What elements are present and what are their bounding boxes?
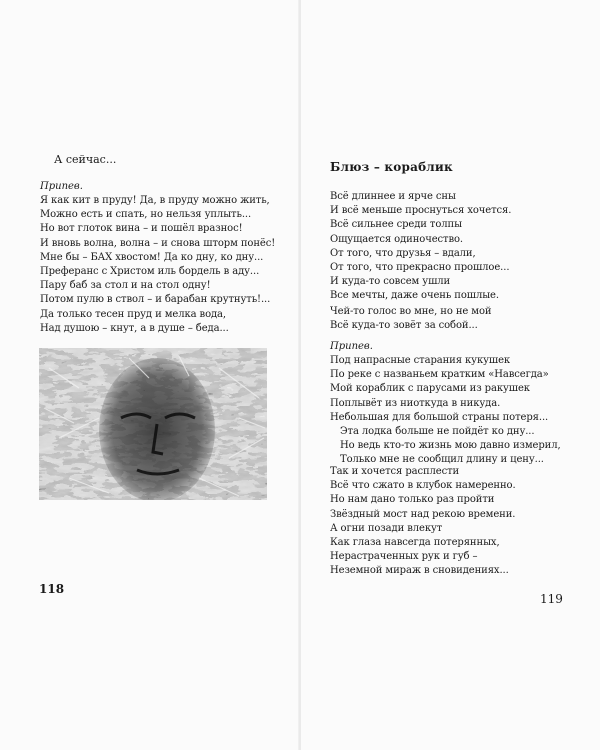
poem-line: Как глаза навсегда потерянных,	[330, 537, 500, 549]
poem-line: Всё куда-то зовёт за собой...	[330, 320, 478, 332]
chorus-line: Под напрасные старания кукушек	[330, 355, 511, 366]
poem-line: Потом пулю в ствол – и барабан крутнуть!...	[40, 294, 271, 306]
chorus-line: Небольшая для большой страны потеря...	[330, 411, 549, 423]
poem-line: И вновь волна, волна – и снова шторм понёс!	[40, 237, 276, 249]
poem-line: От того, что друзья – вдали,	[330, 247, 476, 259]
chorus-line: Поплывёт из ниоткуда в никуда.	[330, 397, 501, 409]
right-refrain-label: Припев.	[330, 341, 373, 352]
left-poem-lines	[40, 194, 275, 336]
left-page	[0, 0, 299, 750]
left-poem-title: А сейчас...	[54, 153, 117, 166]
poem-line: Пару баб за стол и на стол одну!	[40, 280, 211, 292]
poem-line: Нерастраченных рук и губ –	[330, 551, 478, 563]
poem-line: И всё меньше проснуться хочется.	[330, 205, 512, 217]
poem-line: Но нам дано только раз пройти	[330, 494, 495, 506]
right-stanza-3	[330, 465, 516, 579]
poem-line: Мне бы – БАХ хвостом! Да ко дну, ко дну...	[40, 251, 264, 263]
poem-line: Преферанс с Христом иль бордель в аду...	[40, 266, 260, 278]
poem-line: Но вот глоток вина – и пошёл вразнос!	[40, 223, 243, 235]
chorus-line: Только мне не сообщил длину и цену...	[340, 454, 544, 466]
poem-line: Звёздный мост над рекою времени.	[330, 508, 516, 520]
poem-line: Да только тесен пруд и мелка вода,	[40, 308, 226, 320]
right-page-number: 119	[540, 592, 563, 606]
right-stanza-2	[330, 305, 491, 333]
poem-line: Так и хочется расплести	[330, 466, 460, 477]
poem-line: Я как кит в пруду! Да, в пруду можно жить,	[40, 195, 270, 206]
poem-line: Все мечты, даже очень пошлые.	[330, 290, 499, 302]
left-page-number: 118	[39, 582, 65, 596]
chorus-line: Эта лодка больше не пойдёт ко дну...	[340, 426, 535, 438]
right-stanza-1	[330, 190, 511, 304]
poem-line: Всё длиннее и ярче сны	[330, 191, 456, 202]
chorus-line: Мой кораблик с парусами из ракушек	[330, 383, 530, 395]
poem-line: Чей-то голос во мне, но не мой	[330, 306, 492, 317]
left-refrain-label: Припев.	[40, 181, 83, 192]
chorus-line: По реке с названьем кратким «Навсегда»	[330, 369, 549, 381]
face-portrait-illustration	[39, 348, 267, 500]
right-chorus	[330, 354, 561, 468]
right-poem-title: Блюз – кораблик	[330, 160, 453, 174]
poem-line: А огни позади влекут	[330, 522, 443, 534]
poem-line: И куда-то совсем ушли	[330, 276, 451, 288]
poem-line: Всё что сжато в клубок намеренно.	[330, 480, 516, 492]
poem-line: Над душою – кнут, а в душе – беда...	[40, 322, 229, 334]
poem-line: Ощущается одиночество.	[330, 233, 463, 245]
poem-line: Всё сильнее среди толпы	[330, 219, 462, 231]
chorus-line: Но ведь кто-то жизнь мою давно измерил,	[340, 440, 561, 452]
poem-line: Неземной мираж в сновидениях...	[330, 565, 509, 577]
poem-line: От того, что прекрасно прошлое...	[330, 262, 510, 274]
poem-line: Можно есть и спать, но нельзя уплыть...	[40, 209, 252, 221]
